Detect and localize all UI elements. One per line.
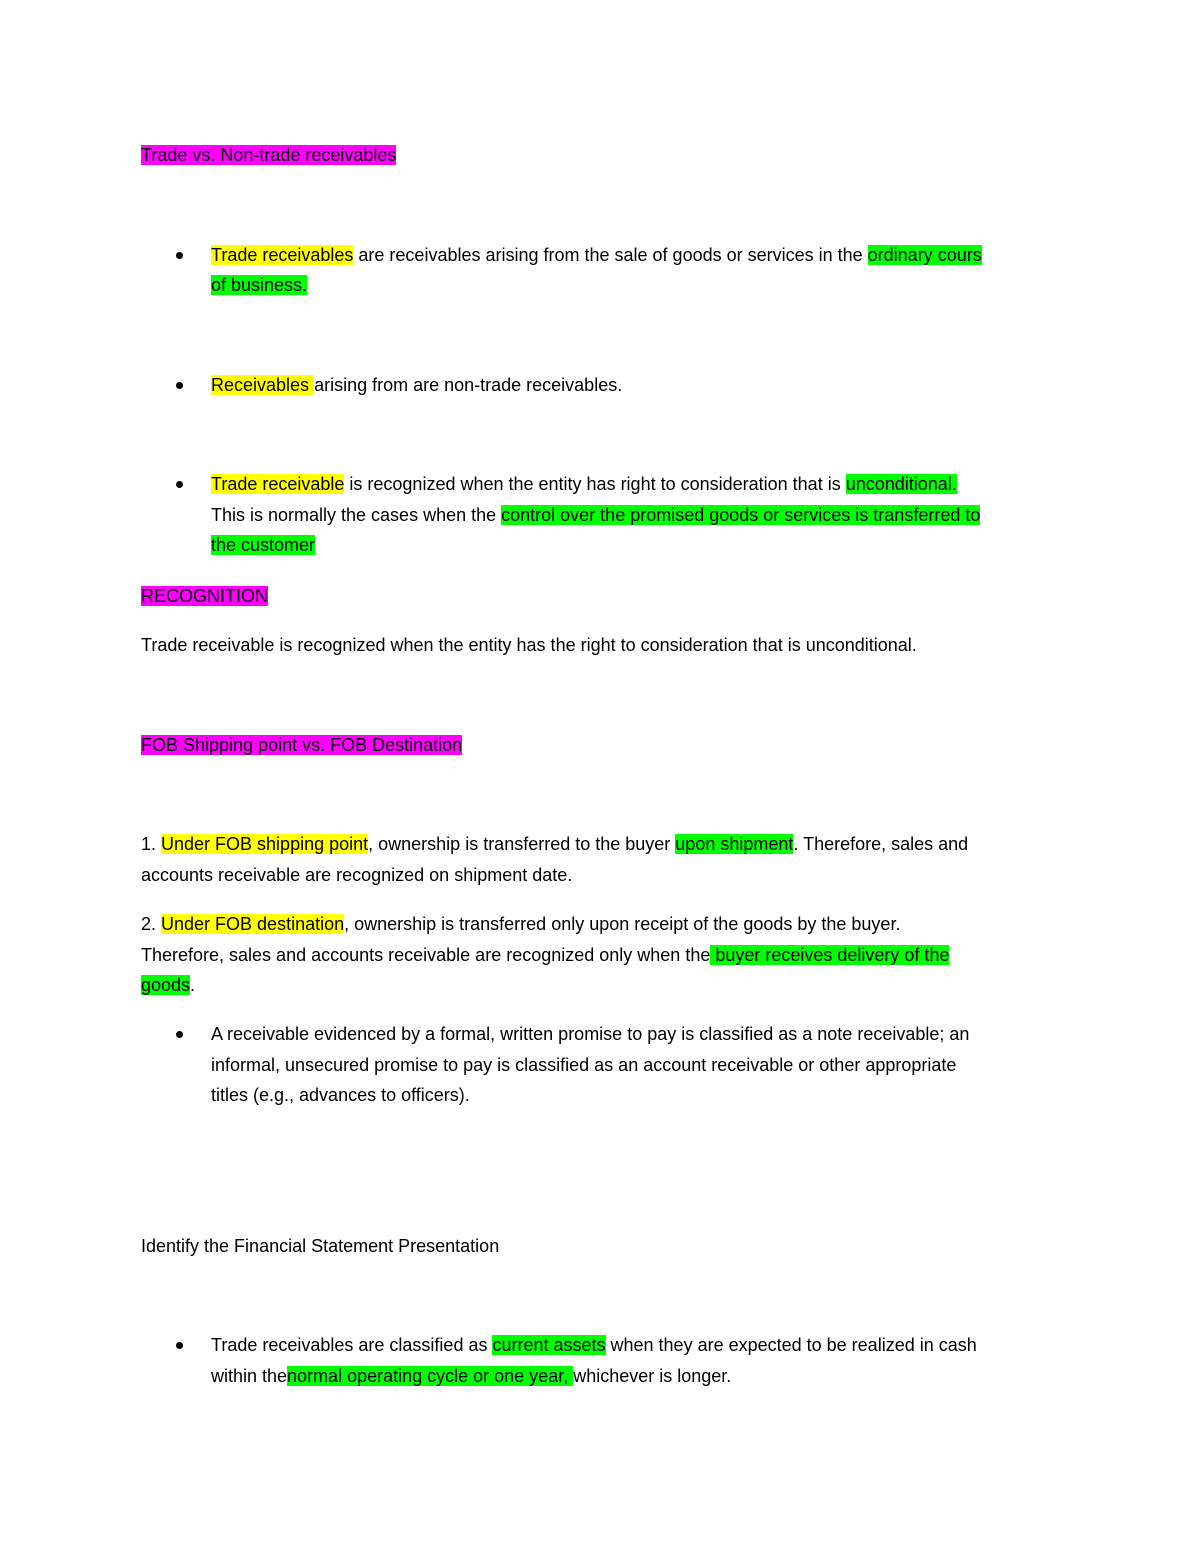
- item2-number: 2.: [141, 914, 162, 934]
- highlight-of-business: of business.: [211, 275, 308, 295]
- bullet-icon: [176, 382, 183, 389]
- item2-line2: [141, 943, 949, 967]
- highlight-operating-cycle: normal operating cycle or one year,: [287, 1366, 574, 1386]
- bullet1-text: are receivables arising from the sale of goods or services in the: [353, 245, 868, 265]
- bullet4-line3: [211, 1083, 470, 1107]
- item1-line2: [141, 863, 572, 887]
- bullet5-text2: when they are expected to be realized in cash: [605, 1335, 977, 1355]
- highlight-ordinary-course: ordinary cours: [867, 245, 982, 265]
- highlight-buyer-receives: buyer receives delivery of the: [710, 945, 950, 965]
- item1-text: , ownership is transferred to the buyer: [368, 834, 676, 854]
- term-fob-shipping-point: Under FOB shipping point: [161, 834, 369, 854]
- heading-trade-vs-nontrade: [141, 143, 396, 167]
- bullet-icon: [176, 252, 183, 259]
- highlight-control-transfer: control over the promised goods or services is transferred to: [501, 505, 981, 525]
- bullet1-line1: [211, 243, 982, 267]
- bullet3-text: is recognized when the entity has right to consideration that is: [344, 474, 846, 494]
- bullet4-text1: A receivable evidenced by a formal, written promise to pay is classified as a note receivable; an: [211, 1024, 970, 1044]
- item1-number: 1.: [141, 834, 162, 854]
- term-receivables: Receivables: [211, 375, 315, 395]
- recognition-paragraph: [141, 633, 917, 657]
- heading-fob: [141, 733, 462, 757]
- heading-recognition-text: RECOGNITION: [141, 586, 269, 606]
- term-trade-receivables: Trade receivables: [211, 245, 354, 265]
- bullet-icon: [176, 1031, 183, 1038]
- bullet4-line2: [211, 1053, 956, 1077]
- bullet2-text: arising from are non-trade receivables.: [314, 375, 623, 395]
- bullet1-line2: [211, 273, 307, 297]
- highlight-goods: goods: [141, 975, 191, 995]
- heading-presentation-text: Identify the Financial Statement Presentation: [141, 1236, 500, 1256]
- bullet4-text3: titles (e.g., advances to officers).: [211, 1085, 470, 1105]
- item2-text: , ownership is transferred only upon receipt of the goods by the buyer.: [344, 914, 901, 934]
- bullet3-line3: [211, 533, 315, 557]
- bullet3-text2: This is normally the cases when the: [211, 505, 502, 525]
- item2-text3: .: [190, 975, 196, 995]
- bullet5-text4: whichever is longer.: [573, 1366, 732, 1386]
- item2-line3: [141, 973, 195, 997]
- bullet3-line1: [211, 472, 957, 496]
- term-trade-receivable: Trade receivable: [211, 474, 345, 494]
- bullet-icon: [176, 481, 183, 488]
- recognition-text: Trade receivable is recognized when the entity has the right to consideration that is unconditional.: [141, 635, 917, 655]
- heading-recognition: [141, 584, 268, 608]
- item1-text2: . Therefore, sales and: [793, 834, 969, 854]
- bullet5-line2: [211, 1364, 731, 1388]
- bullet5-line1: [211, 1333, 977, 1357]
- item2-line1: [141, 912, 900, 936]
- item1-line1: [141, 832, 968, 856]
- term-fob-destination: Under FOB destination: [161, 914, 345, 934]
- highlight-unconditional: unconditional.: [845, 474, 957, 494]
- item2-text2: Therefore, sales and accounts receivable are recognized only when the: [141, 945, 711, 965]
- bullet-icon: [176, 1342, 183, 1349]
- heading-fob-text: FOB Shipping point vs. FOB Destination: [141, 735, 463, 755]
- bullet5-text3: within the: [211, 1366, 288, 1386]
- item1-text3: accounts receivable are recognized on shipment date.: [141, 865, 573, 885]
- heading-trade-text: Trade vs. Non-trade receivables: [141, 145, 397, 165]
- highlight-current-assets: current assets: [492, 1335, 606, 1355]
- bullet4-line1: [211, 1022, 969, 1046]
- highlight-upon-shipment: upon shipment: [675, 834, 794, 854]
- bullet2-line1: [211, 373, 622, 397]
- bullet3-line2: [211, 503, 980, 527]
- bullet5-text1: Trade receivables are classified as: [211, 1335, 493, 1355]
- heading-presentation: [141, 1234, 499, 1258]
- highlight-the-customer: the customer: [211, 535, 316, 555]
- bullet4-text2: informal, unsecured promise to pay is classified as an account receivable or other appropriate: [211, 1055, 957, 1075]
